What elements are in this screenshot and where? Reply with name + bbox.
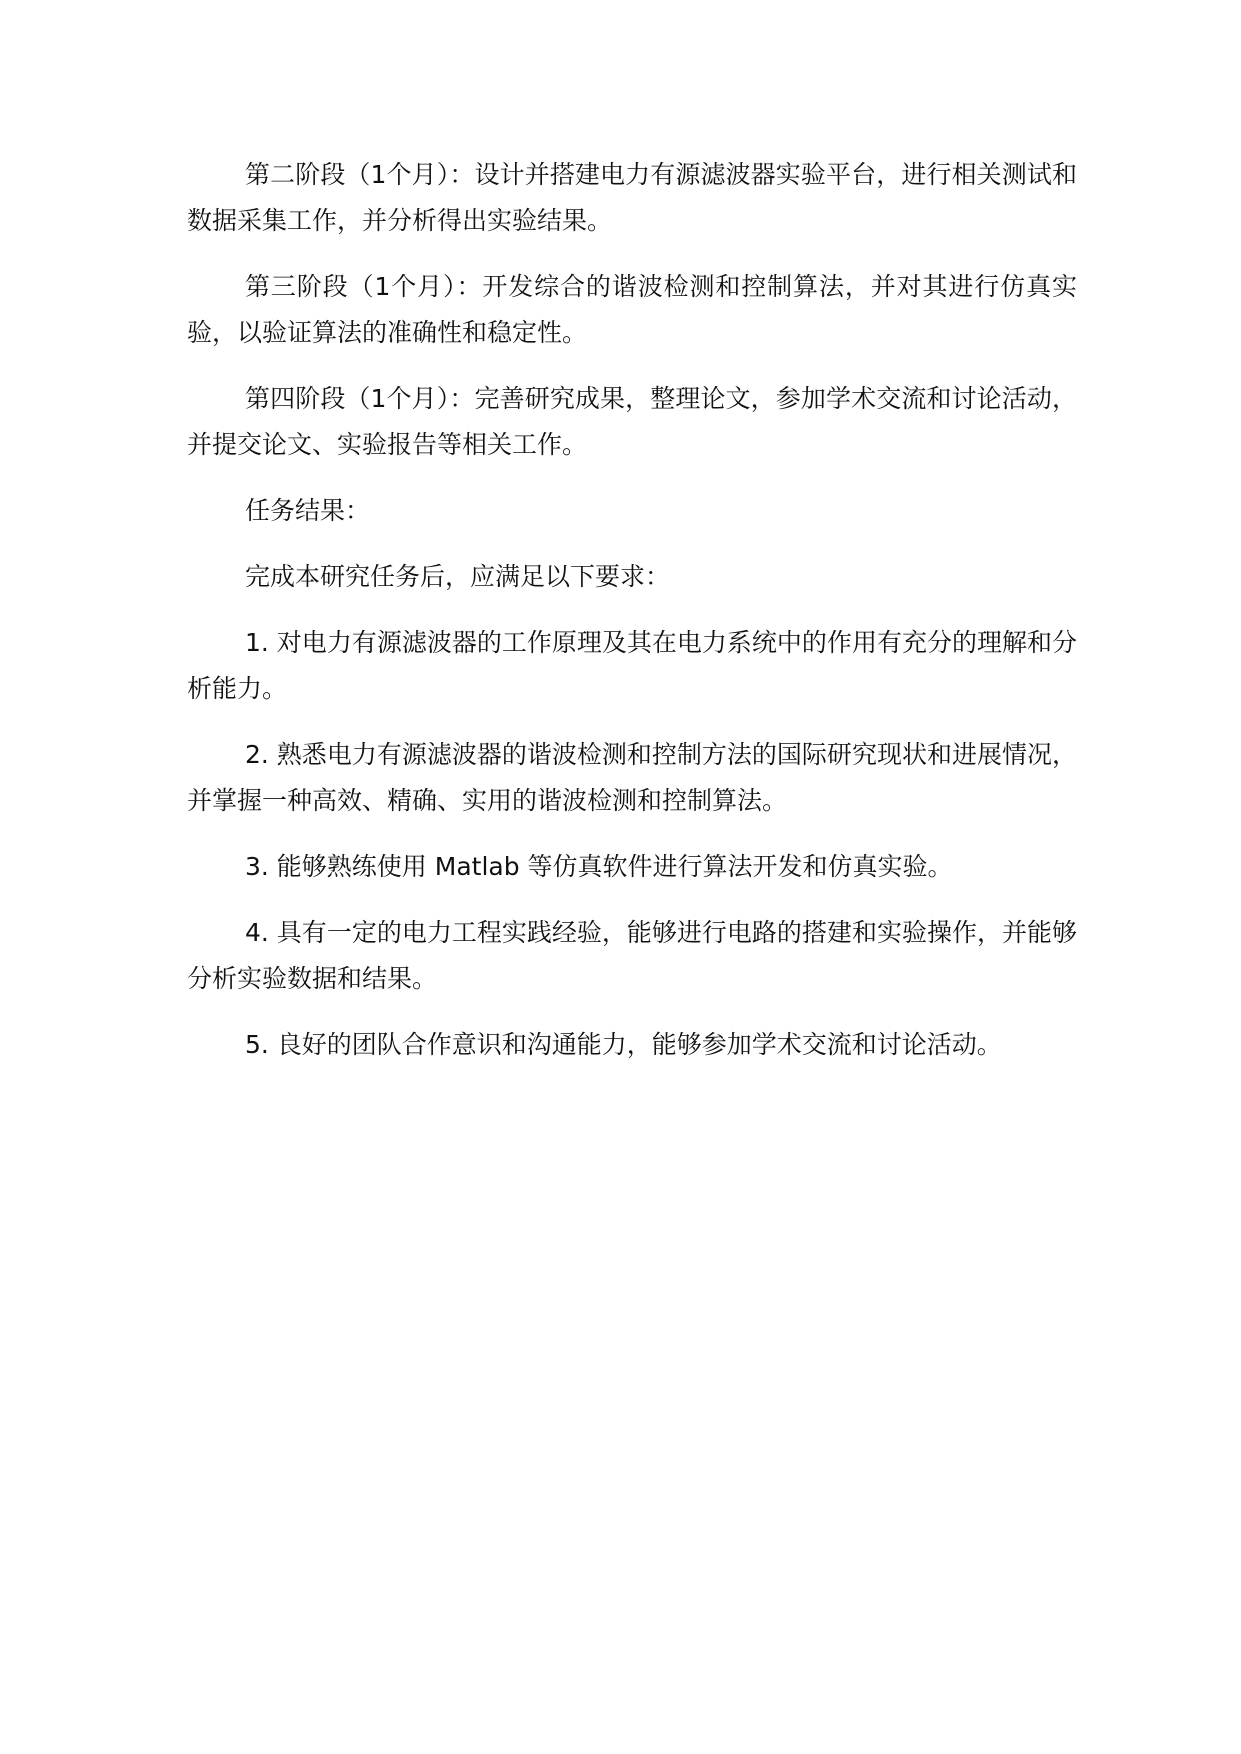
requirement-item-2: 2. 熟悉电力有源滤波器的谐波检测和控制方法的国际研究现状和进展情况，并掌握一种高效、精确、实用的谐波检测和控制算法。: [187, 740, 1077, 815]
requirement-item-1: 1. 对电力有源滤波器的工作原理及其在电力系统中的作用有充分的理解和分析能力。: [187, 628, 1077, 703]
document-body: [187, 152, 1077, 1088]
stage-three-paragraph: 第三阶段（1个月）：开发综合的谐波检测和控制算法，并对其进行仿真实验，以验证算法的准确性和稳定性。: [187, 272, 1077, 347]
task-results-heading: 任务结果：: [245, 496, 371, 525]
requirements-intro: 完成本研究任务后，应满足以下要求：: [245, 562, 671, 591]
requirement-item-3: 3. 能够熟练使用 Matlab 等仿真软件进行算法开发和仿真实验。: [245, 852, 953, 881]
requirement-item-5: 5. 良好的团队合作意识和沟通能力，能够参加学术交流和讨论活动。: [245, 1030, 1002, 1059]
requirement-item-4: 4. 具有一定的电力工程实践经验，能够进行电路的搭建和实验操作，并能够分析实验数据和结果。: [187, 918, 1077, 993]
stage-two-paragraph: 第二阶段（1个月）：设计并搭建电力有源滤波器实验平台，进行相关测试和数据采集工作，并分析得出实验结果。: [187, 160, 1077, 235]
stage-four-paragraph: 第四阶段（1个月）：完善研究成果，整理论文，参加学术交流和讨论活动，并提交论文、实验报告等相关工作。: [187, 384, 1077, 459]
